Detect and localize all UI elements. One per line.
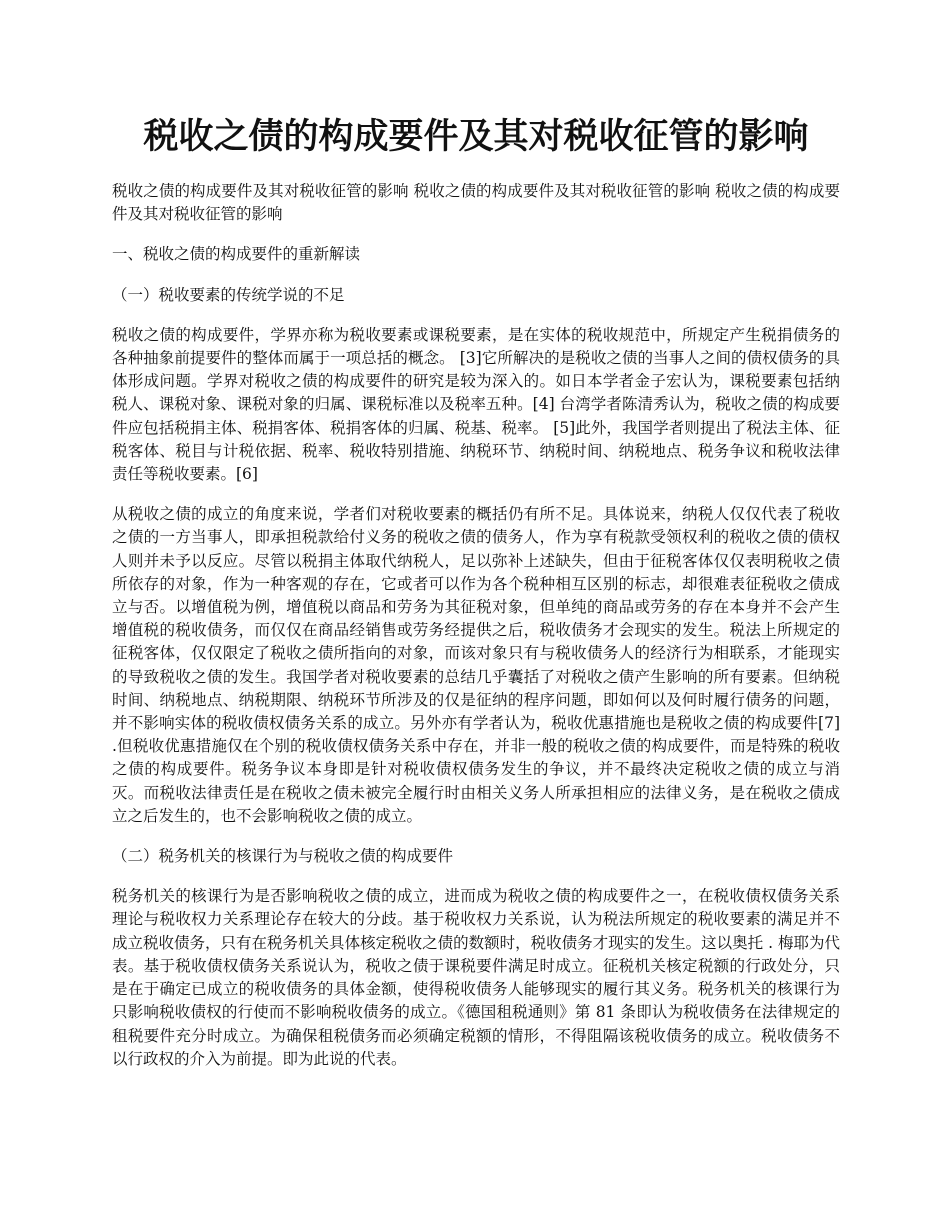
document-page xyxy=(112,108,840,1071)
subsection-heading-2: （二）税务机关的核课行为与税收之债的构成要件 xyxy=(112,847,454,866)
document-title: 税收之债的构成要件及其对税收征管的影响 xyxy=(143,116,809,157)
body-paragraph-3: 税务机关的核课行为是否影响税收之债的成立，进而成为税收之债的构成要件之一，在税收债权债务关系理论与税收权力关系理论存在较大的分歧。基于税收权力关系说，认为税法所规定的税收要素的满足并不成立税收债务，只有在税务机关具体核定税收之债的数额时，税收债务才现实的发生。这以奥托 . 梅耶为代表。基于税收债权债务关系说认为，税收之债于课税要件满足时成立。征税机关核定税额的行政处分，只是在于确定已成立的税收债务的具体金额，使得税收债务人能够现实的履行其义务。税务机关的核课行为只影响税收债权的行使而不影响税收债务的成立。《德国租税通则》第 81 条即认为税收债务在法律规定的租税要件充分时成立。为确保租税债务而必须确定税额的情形，不得阻隔该税收债务的成立。税收债务不以行政权的介入为前提。即为此说的代表。 xyxy=(112,887,840,1068)
body-paragraph-1: 税收之债的构成要件，学界亦称为税收要素或课税要素，是在实体的税收规范中，所规定产生税捐债务的各种抽象前提要件的整体而属于一项总括的概念。 [3]它所解决的是税收之债的当事人之间的债权债务的具体形成问题。学界对税收之债的构成要件的研究是较为深入的。如日本学者金子宏认为，课税要素包括纳税人、课税对象、课税对象的归属、课税标准以及税率五种。[4] 台湾学者陈清秀认为，税收之债的构成要件应包括税捐主体、税捐客体、税捐客体的归属、税基、税率。 [5]此外，我国学者则提出了税法主体、征税客体、税目与计税依据、税率、税收特别措施、纳税环节、纳税时间、纳税地点、税务争议和税收法律责任等税收要素。[6] xyxy=(112,325,840,484)
subsection-heading-1: （一）税收要素的传统学说的不足 xyxy=(112,285,345,304)
section-heading-1: 一、税收之债的构成要件的重新解读 xyxy=(112,245,361,264)
body-paragraph-2: 从税收之债的成立的角度来说，学者们对税收要素的概括仍有所不足。具体说来，纳税人仅仅代表了税收之债的一方当事人，即承担税款给付义务的税收之债的债务人，作为享有税款受领权利的税收之债的债权人则并未予以反应。尽管以税捐主体取代纳税人，足以弥补上述缺失，但由于征税客体仅仅表明税收之债所依存的对象，作为一种客观的存在，它或者可以作为各个税种相互区别的标志，却很难表征税收之债成立与否。以增值税为例，增值税以商品和劳务为其征税对象，但单纯的商品或劳务的存在本身并不会产生增值税的税收债务，而仅仅在商品经销售或劳务经提供之后，税收债务才会现实的发生。税法上所规定的征税客体，仅仅限定了税收之债所指向的对象，而该对象只有与税收债务人的经济行为相联系，才能现实的导致税收之债的发生。我国学者对税收要素的总结几乎囊括了对税收之债产生影响的所有要素。但纳税时间、纳税地点、纳税期限、纳税环节所涉及的仅是征纳的程序问题，即如何以及何时履行债务的问题，并不影响实体的税收债权债务关系的成立。另外亦有学者认为，税收优惠措施也是税收之债的构成要件[7] .但税收优惠措施仅在个别的税收债权债务关系中存在，并非一般的税收之债的构成要件，而是特殊的税收之债的构成要件。税务争议本身即是针对税收债权债务发生的争议，并不最终决定税收之债的成立与消灭。而税收法律责任是在税收之债未被完全履行时由相关义务人所承担相应的法律义务，是在税收之债成立之后发生的，也不会影响税收之债的成立。 xyxy=(112,505,840,825)
intro-paragraph: 税收之债的构成要件及其对税收征管的影响 税收之债的构成要件及其对税收征管的影响 税收之债的构成要件及其对税收征管的影响 xyxy=(112,182,840,224)
